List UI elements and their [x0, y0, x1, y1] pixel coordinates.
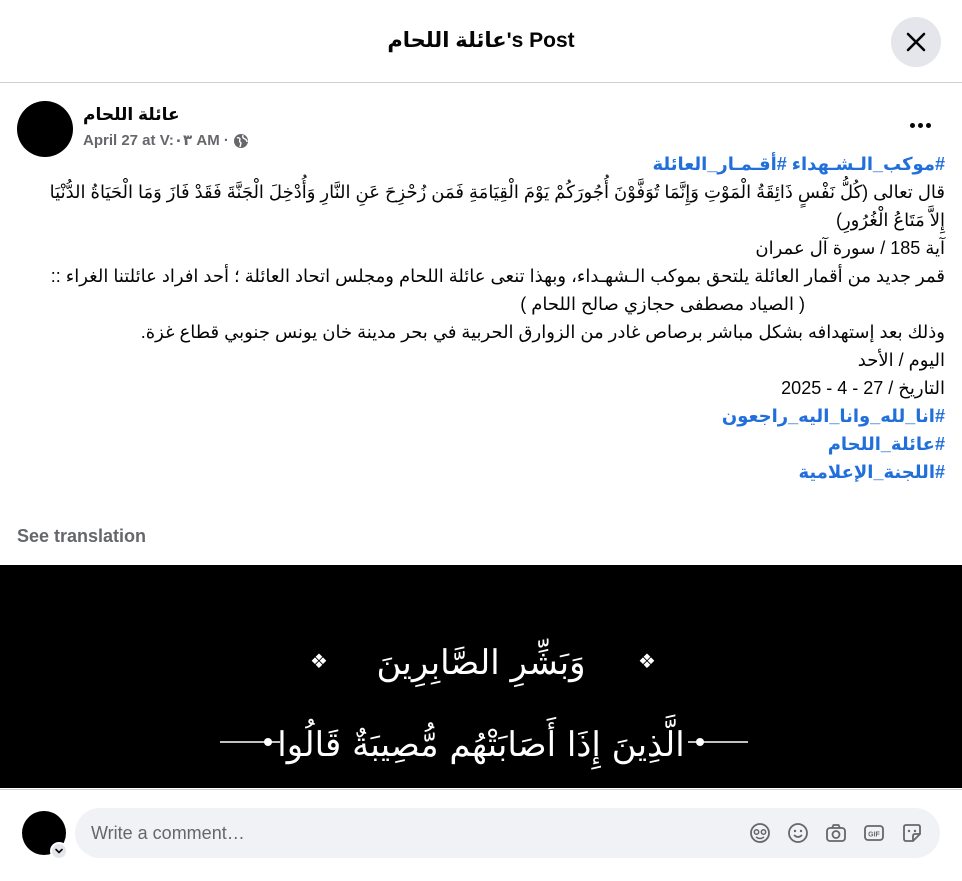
verse-reference: آية 185 / سورة آل عمران [755, 238, 945, 258]
author-name[interactable]: عائلة اللحام [83, 105, 180, 124]
day-text: اليوم / الأحد [857, 350, 945, 370]
more-options-button[interactable] [900, 112, 940, 138]
ornament-icon: ❖ [638, 651, 656, 673]
photo-button[interactable] [824, 821, 848, 845]
see-translation-link[interactable]: See translation [17, 526, 147, 546]
dialog-title: عائلة اللحام's Post [387, 29, 575, 52]
svg-text:GIF: GIF [868, 831, 880, 839]
chevron-down-icon [54, 846, 64, 856]
hashtag-link[interactable]: #اللجنة_الإعلامية [798, 462, 945, 482]
post-image[interactable] [0, 565, 962, 788]
gif-icon [863, 822, 885, 844]
dot-icon [926, 123, 931, 128]
announcement-text: قمر جديد من أقمار العائلة يلتحق بموكب الـشهـداء، وبهذا تنعى عائلة اللحام ومجلس اتحاد العائلة ؛ أحد افراد عائلتنا الغراء :: [50, 266, 945, 286]
date-text: التاريخ / 27 - 4 - 2025 [781, 378, 945, 398]
smiley-icon [787, 822, 809, 844]
dot-icon [918, 123, 923, 128]
ornament-icon: ❖ [310, 651, 328, 673]
post-body [45, 150, 945, 486]
calligraphy-line-2: الَّذِينَ إِذَا أَصَابَتْهُم مُّصِيبَةٌ قَالُوا [277, 725, 685, 765]
comment-input[interactable]: Write a comment… [75, 808, 940, 858]
sticker-icon [901, 822, 923, 844]
globe-icon [233, 133, 249, 149]
sticker-button[interactable] [900, 821, 924, 845]
emoji-button[interactable] [786, 821, 810, 845]
post-author [0, 84, 962, 150]
camera-icon [825, 822, 847, 844]
close-icon [905, 31, 927, 53]
martyr-name: ( الصياد مصطفى حجازي صالح اللحام ) [520, 294, 805, 314]
calligraphy-line-1: وَبَشِّرِ الصَّابِرِينَ [376, 643, 586, 683]
gif-button[interactable] [862, 821, 886, 845]
close-button[interactable] [891, 17, 941, 67]
hashtag-link[interactable]: #انا_لله_وانا_اليه_راجعون [721, 406, 945, 426]
author-avatar[interactable] [17, 101, 73, 157]
comment-tools [748, 821, 924, 845]
event-description: وذلك بعد إستهدافه بشكل مباشر برصاص غادر من الزوارق الحربية في بحر مدينة خان يونس جنوبي قطاع غزة. [140, 322, 945, 342]
dialog-header [0, 0, 962, 83]
hashtag-line[interactable]: #موكب_الـشـهداء #أقـمـار_العائلة [652, 154, 945, 174]
avatar-sticker-icon [749, 822, 771, 844]
post-meta [83, 131, 249, 151]
post-timestamp[interactable]: April 27 at V:٠٣ AM · [83, 132, 229, 149]
hashtag-link[interactable]: #عائلة_اللحام [827, 434, 945, 454]
avatar-sticker-button[interactable] [748, 821, 772, 845]
verse-text: قال تعالى (كُلُّ نَفْسٍ ذَائِقَةُ الْمَوْتِ وَإِنَّمَا تُوَفَّوْنَ أُجُورَكُمْ يَوْمَ الْقِيَامَةِ فَمَن زُحْزِحَ عَنِ النَّارِ وَأُدْخِلَ الْجَنَّةَ فَقَدْ فَازَ وَمَا الْحَيَاةُ الدُّنْيَا إِلاَّ مَتَاعُ الْغُرُورِ) [49, 182, 945, 230]
comment-composer [0, 789, 962, 881]
dot-icon [910, 123, 915, 128]
avatar-switch-button[interactable] [50, 842, 68, 860]
